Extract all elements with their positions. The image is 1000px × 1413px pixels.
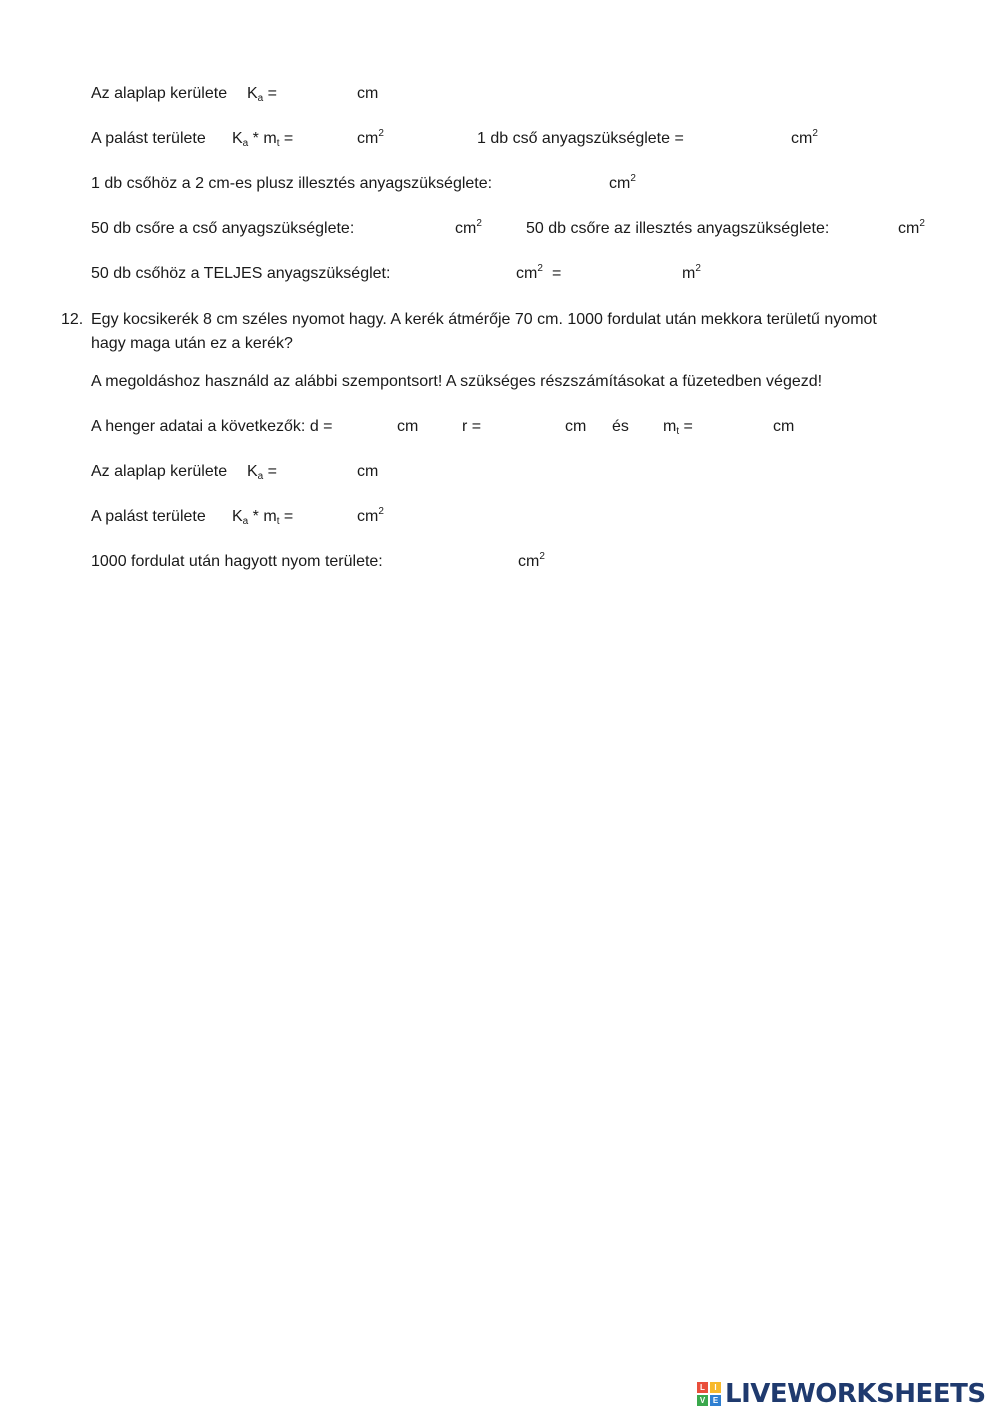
unit-cm: cm (357, 85, 379, 102)
logo-block-l: L (697, 1382, 708, 1393)
height-label: $m_t$ = (663, 418, 693, 437)
liveworksheets-logo (697, 1379, 986, 1409)
formula-ka-mt: $K_a * m_t$ = (232, 130, 294, 149)
unit-cm2: $cm^2$ (455, 218, 482, 237)
unit-cm2: $cm^2$ (357, 506, 384, 525)
unit-cm2: $cm^2$ (357, 128, 384, 147)
logo-blocks-icon (697, 1382, 721, 1406)
50-cso-anyag-label: 50 db csőre a cső anyagszükséglete: (91, 220, 355, 237)
unit-cm2: $cm^2$ (791, 128, 818, 147)
palast-terulete-label: A palást területe (91, 130, 206, 147)
nyom-terulete-label: 1000 fordulat után hagyott nyom területe: (91, 553, 383, 570)
question-number: 12. (61, 311, 84, 328)
teljes-anyag-label: 50 db csőhöz a TELJES anyagszükséglet: (91, 265, 391, 282)
unit-cm: cm (773, 418, 795, 435)
unit-cm2: $cm^2$ (898, 218, 925, 237)
alaplap-kerulete-label: Az alaplap kerülete (91, 85, 228, 102)
illesztes-label: 1 db csőhöz a 2 cm-es plusz illesztés anyagszükséglete: (91, 175, 493, 192)
logo-block-i: I (710, 1382, 721, 1393)
es-conjunction: és (612, 418, 629, 435)
henger-adatai-label: A henger adatai a következők: d = (91, 418, 333, 435)
unit-cm2: $cm^2$ (609, 173, 636, 192)
unit-cm2: $cm^2$ (516, 263, 543, 282)
formula-ka: $K_a$ = (247, 85, 278, 104)
unit-m2: $m^2$ (682, 263, 701, 282)
logo-text: LIVEWORKSHEETS (725, 1379, 986, 1409)
formula-ka-mt: $K_a * m_t$ = (232, 508, 294, 527)
radius-label: r = (462, 418, 482, 435)
formula-ka: $K_a$ = (247, 463, 278, 482)
unit-cm: cm (565, 418, 587, 435)
logo-block-e: E (710, 1395, 721, 1406)
logo-block-v: V (697, 1395, 708, 1406)
question-text-line2: hagy maga után ez a kerék? (91, 335, 293, 352)
equals-sign: = (552, 265, 562, 282)
instruction-text: A megoldáshoz használd az alábbi szempontsort! A szükséges részszámításokat a füzetedben végezd! (91, 373, 823, 390)
alaplap-kerulete-label: Az alaplap kerülete (91, 463, 228, 480)
unit-cm: cm (357, 463, 379, 480)
50-illesztes-label: 50 db csőre az illesztés anyagszükséglete: (526, 220, 830, 237)
palast-terulete-label: A palást területe (91, 508, 206, 525)
unit-cm2: $cm^2$ (518, 551, 545, 570)
question-text-line1: Egy kocsikerék 8 cm széles nyomot hagy. A kerék átmérője 70 cm. 1000 fordulat után mekkora területű nyomot (91, 311, 877, 328)
cso-anyagszukseglet-label: 1 db cső anyagszükséglete = (477, 130, 684, 147)
unit-cm: cm (397, 418, 419, 435)
